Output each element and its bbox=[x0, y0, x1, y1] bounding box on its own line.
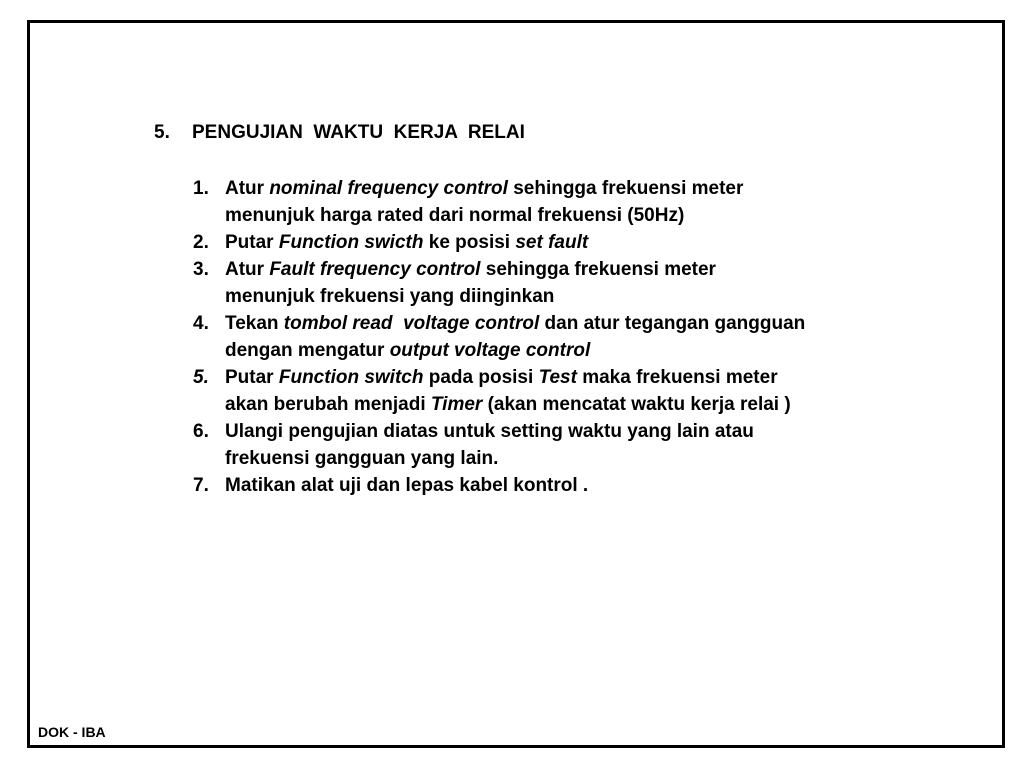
step-text: Putar bbox=[225, 367, 279, 388]
step-number: 5. bbox=[193, 367, 209, 388]
step-term-italic: set fault bbox=[515, 232, 589, 253]
step-number: 1. bbox=[193, 178, 209, 199]
step-term-italic: Test bbox=[538, 367, 577, 388]
slide-frame bbox=[27, 20, 1005, 748]
procedure-steps-list bbox=[193, 175, 973, 499]
step-text: pada posisi bbox=[423, 367, 539, 388]
procedure-step bbox=[193, 175, 973, 229]
footer-document-label: DOK - IBA bbox=[38, 724, 106, 740]
procedure-step bbox=[193, 472, 973, 499]
step-text: ke posisi bbox=[423, 232, 516, 253]
step-term-italic: Timer bbox=[430, 394, 483, 415]
step-text: Atur bbox=[225, 178, 270, 199]
step-term-italic: Fault frequency control bbox=[269, 259, 481, 280]
step-number: 4. bbox=[193, 313, 209, 334]
step-text-line bbox=[225, 337, 973, 364]
step-text-line bbox=[225, 256, 973, 283]
procedure-step bbox=[193, 310, 973, 364]
section-title: PENGUJIAN WAKTU KERJA RELAI bbox=[192, 122, 525, 143]
step-text-line bbox=[225, 364, 973, 391]
step-text: dan atur tegangan gangguan bbox=[539, 313, 806, 334]
step-text: Putar bbox=[225, 232, 279, 253]
step-text: frekuensi gangguan yang lain. bbox=[225, 448, 499, 469]
procedure-step bbox=[193, 364, 973, 418]
step-number: 7. bbox=[193, 475, 209, 496]
step-text: menunjuk harga rated dari normal frekuensi (50Hz) bbox=[225, 205, 685, 226]
step-number: 3. bbox=[193, 259, 209, 280]
step-term-italic: Function swicth bbox=[278, 232, 424, 253]
step-text-line bbox=[225, 472, 973, 499]
step-text: Atur bbox=[225, 259, 270, 280]
step-text: maka frekuensi meter bbox=[576, 367, 778, 388]
step-text-line bbox=[225, 202, 973, 229]
step-term-italic: nominal frequency control bbox=[269, 178, 508, 199]
step-term-italic: Function switch bbox=[278, 367, 424, 388]
step-text: akan berubah menjadi bbox=[225, 394, 431, 415]
step-text-line bbox=[225, 445, 973, 472]
step-text: Tekan bbox=[225, 313, 284, 334]
step-text-line bbox=[225, 229, 973, 256]
step-term-italic: output voltage control bbox=[389, 340, 591, 361]
step-text-line bbox=[225, 175, 973, 202]
procedure-step bbox=[193, 256, 973, 310]
step-text: menunjuk frekuensi yang diinginkan bbox=[225, 286, 555, 307]
step-text: (akan mencatat waktu kerja relai ) bbox=[482, 394, 791, 415]
step-text: sehingga frekuensi meter bbox=[480, 259, 716, 280]
procedure-step bbox=[193, 418, 973, 472]
step-number: 6. bbox=[193, 421, 209, 442]
step-text: dengan mengatur bbox=[225, 340, 390, 361]
step-text: sehingga frekuensi meter bbox=[507, 178, 744, 199]
step-number: 2. bbox=[193, 232, 209, 253]
section-number: 5. bbox=[154, 122, 170, 143]
step-text: Matikan alat uji dan lepas kabel kontrol . bbox=[225, 475, 589, 496]
step-term-italic: tombol read voltage control bbox=[283, 313, 540, 334]
step-text-line bbox=[225, 283, 973, 310]
step-text-line bbox=[225, 310, 973, 337]
procedure-step bbox=[193, 229, 973, 256]
step-text-line bbox=[225, 391, 973, 418]
section-heading bbox=[154, 121, 525, 145]
step-text-line bbox=[225, 418, 973, 445]
step-text: Ulangi pengujian diatas untuk setting waktu yang lain atau bbox=[225, 421, 754, 442]
